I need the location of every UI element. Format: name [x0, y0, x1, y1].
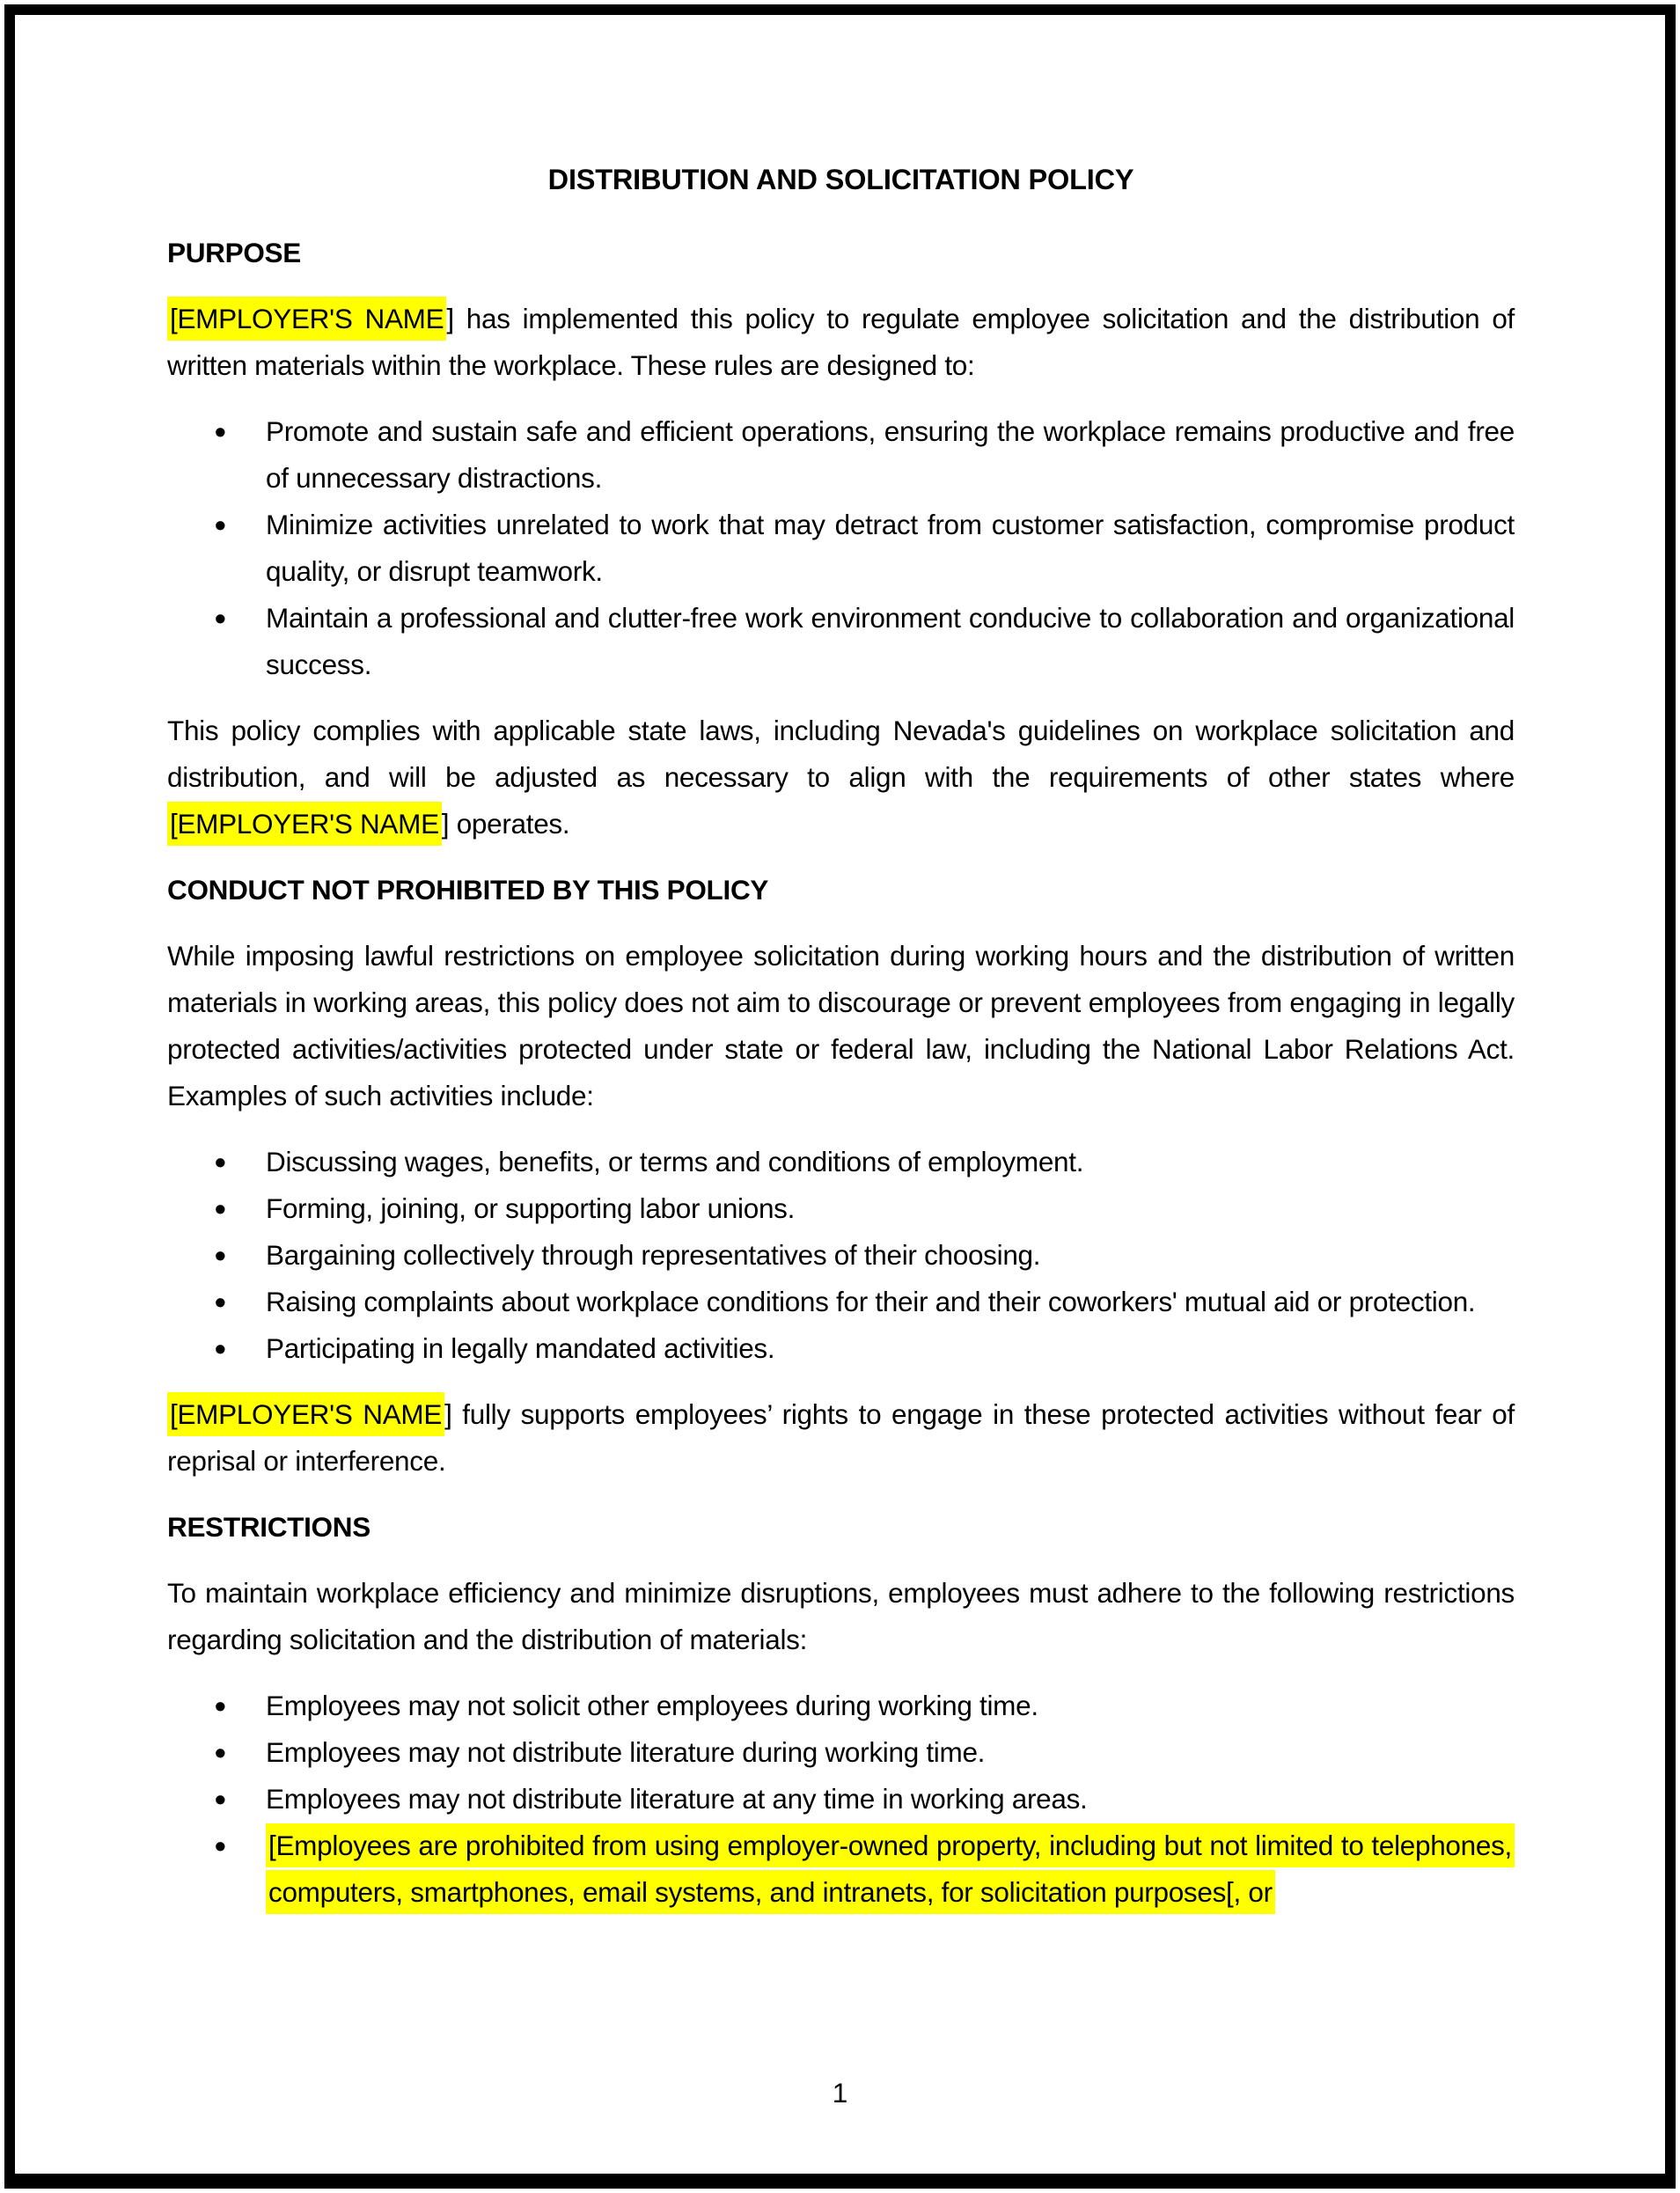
- employer-name-placeholder: [EMPLOYER'S NAME: [167, 802, 442, 846]
- bullet-item-highlighted: [167, 1823, 1515, 1916]
- bullet-item: • Minimize activities unrelated to work that may detract from customer satisfaction, compromise product quality, or disrupt teamwork.: [167, 502, 1515, 595]
- bullet-item: • Raising complaints about workplace conditions for their and their coworkers' mutual aid or protection.: [167, 1279, 1515, 1325]
- paragraph-text: ] has implemented this policy to regulate employee solicitation and the distribution of written materials within the workplace. These rules are designed to:: [167, 303, 1515, 381]
- purpose-bullet-list: [167, 408, 1515, 688]
- page-number: 1: [832, 2077, 848, 2109]
- paragraph-text: ] fully supports employees’ rights to engage in these protected activities without fear of reprisal or interference.: [167, 1398, 1515, 1477]
- bullet-item: • Participating in legally mandated activities.: [167, 1325, 1515, 1372]
- bullet-item: • Forming, joining, or supporting labor unions.: [167, 1185, 1515, 1232]
- compliance-paragraph: [167, 708, 1515, 847]
- section-heading-restrictions: RESTRICTIONS: [167, 1511, 370, 1543]
- bullet-item: • Employees may not solicit other employees during working time.: [167, 1683, 1515, 1729]
- section-heading-purpose: PURPOSE: [167, 237, 301, 268]
- section-heading-conduct: CONDUCT NOT PROHIBITED BY THIS POLICY: [167, 874, 769, 906]
- employer-name-placeholder: [EMPLOYER'S NAME: [167, 1392, 444, 1436]
- restrictions-bullet-list: [167, 1683, 1515, 1916]
- highlighted-clause: [Employees are prohibited from using employer-owned property, including but not limited to telephones, computers, smartphones, email systems, and intranets, for solicitation purposes[, or: [266, 1823, 1515, 1914]
- bullet-item: • Employees may not distribute literature during working time.: [167, 1729, 1515, 1776]
- paragraph-text: This policy complies with applicable state laws, including Nevada's guidelines on workplace solicitation and distribution, and will be adjusted as necessary to align with the requirements of other states where: [167, 715, 1515, 793]
- document-title: DISTRIBUTION AND SOLICITATION POLICY: [547, 164, 1134, 195]
- conduct-intro-paragraph: While imposing lawful restrictions on employee solicitation during working hours and the distribution of written materials in working areas, this policy does not aim to discourage or prevent employees from engaging in legally protected activities/activities protected under state or federal law, including the National Labor Relations Act. Examples of such activities include:: [167, 940, 1515, 1111]
- purpose-intro-paragraph: [167, 296, 1515, 389]
- restrictions-intro-paragraph: To maintain workplace efficiency and minimize disruptions, employees must adhere to the following restrictions regarding solicitation and the distribution of materials:: [167, 1577, 1515, 1655]
- bullet-item: • Maintain a professional and clutter-free work environment conducive to collaboration and organizational success.: [167, 595, 1515, 688]
- support-paragraph: [167, 1391, 1515, 1485]
- paragraph-text: ] operates.: [441, 808, 570, 840]
- bullet-item: • Discussing wages, benefits, or terms and conditions of employment.: [167, 1139, 1515, 1185]
- bullet-item: • Employees may not distribute literature at any time in working areas.: [167, 1776, 1515, 1823]
- conduct-bullet-list: [167, 1139, 1515, 1372]
- bullet-item: • Promote and sustain safe and efficient operations, ensuring the workplace remains productive and free of unnecessary distractions.: [167, 408, 1515, 502]
- employer-name-placeholder: [EMPLOYER'S NAME: [167, 297, 446, 341]
- bullet-item: • Bargaining collectively through representatives of their choosing.: [167, 1232, 1515, 1279]
